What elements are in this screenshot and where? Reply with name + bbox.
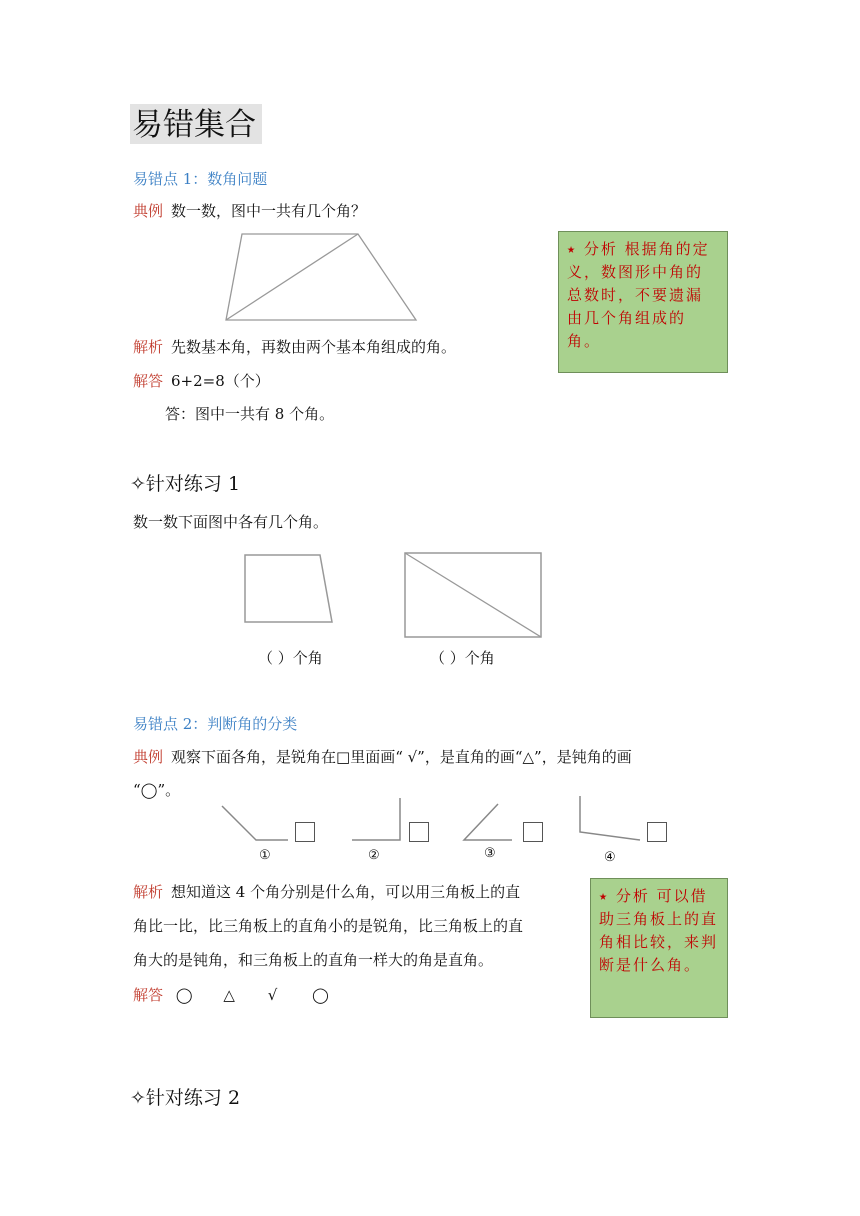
section2-answer (133, 985, 329, 1005)
section2-analysis-note: ⭑ 分析 可以借助三角板上的直角相比较，来判断是什么角。 (590, 878, 728, 1018)
answer-tag: 解答 (133, 372, 164, 390)
section2-analysis-line1 (133, 882, 520, 902)
angle-1-obtuse (222, 806, 288, 840)
section2-analysis-line3: 角大的是钝角，和三角板上的直角一样大的角是直角。 (133, 951, 494, 969)
section2-example-line2: “◯”。 (133, 781, 181, 799)
section2-example (133, 747, 632, 767)
angle-label-3: ③ (484, 846, 496, 861)
angle-label-4: ④ (604, 850, 616, 865)
trapezoid-figure (220, 228, 420, 328)
section1-example (133, 201, 366, 221)
example-tag: 典例 (133, 202, 164, 220)
answer-tag: 解答 (133, 986, 164, 1004)
practice2-heading-row (130, 1086, 240, 1110)
practice2-heading: 针对练习 2 (145, 1087, 241, 1109)
practice1-heading-row (130, 472, 240, 496)
analysis-text: 想知道这 4 个角分别是什么角，可以用三角板上的直 (171, 883, 521, 901)
section1-analysis-note: ⭑ 分析 根据角的定义，数图形中角的总数时，不要遗漏由几个角组成的角。 (558, 231, 728, 373)
answer-4: ◯ (312, 986, 329, 1004)
rectangle-figure (400, 548, 548, 642)
answer-box-4[interactable] (647, 822, 667, 842)
quadrilateral-figure (240, 550, 340, 630)
section2-analysis-line2: 角比一比，比三角板上的直角小的是锐角，比三角板上的直 (133, 917, 524, 935)
angle-3-acute (464, 804, 512, 840)
answer-box-3[interactable] (523, 822, 543, 842)
section1-answer-line2: 答：图中一共有 8 个角。 (165, 405, 335, 423)
rectangle-diagonal (405, 553, 541, 637)
sparkle-icon: ✧ (130, 1087, 146, 1109)
section1-analysis (133, 337, 456, 357)
section1-heading: 易错点 1：数角问题 (133, 170, 268, 188)
example-text: 观察下面各角，是锐角在□里面画“ √”，是直角的画“△”，是钝角的画 (171, 748, 632, 766)
answer-text: 6+2=8（个） (171, 372, 270, 390)
page-title: 易错集合 (130, 104, 262, 144)
practice1-blank2: （ ）个角 (430, 649, 495, 667)
answer-2: △ (223, 986, 235, 1004)
sparkle-icon: ✧ (130, 473, 146, 495)
angle-label-2: ② (368, 848, 380, 863)
example-tag: 典例 (133, 748, 164, 766)
angle-label-1: ① (259, 848, 271, 863)
analysis-tag: 解析 (133, 338, 164, 356)
angle-4-obtuse (580, 796, 640, 840)
example-text: 数一数，图中一共有几个角？ (171, 202, 367, 220)
angle-figures (220, 792, 680, 852)
analysis-tag: 解析 (133, 883, 164, 901)
practice1-heading: 针对练习 1 (145, 473, 241, 495)
answer-1: ◯ (175, 986, 193, 1004)
practice1-blank1: （ ）个角 (258, 649, 323, 667)
section2-heading: 易错点 2：判断角的分类 (133, 715, 298, 733)
analysis-text: 先数基本角，再数由两个基本角组成的角。 (171, 338, 457, 356)
quadrilateral-outline (245, 555, 332, 622)
section1-answer (133, 371, 270, 391)
answer-3: √ (267, 986, 278, 1004)
answer-box-1[interactable] (295, 822, 315, 842)
practice1-prompt: 数一数下面图中各有几个角。 (133, 513, 329, 531)
trapezoid-diagonal (226, 234, 358, 320)
angle-2-right (352, 798, 400, 840)
answer-box-2[interactable] (409, 822, 429, 842)
trapezoid-outline (226, 234, 416, 320)
